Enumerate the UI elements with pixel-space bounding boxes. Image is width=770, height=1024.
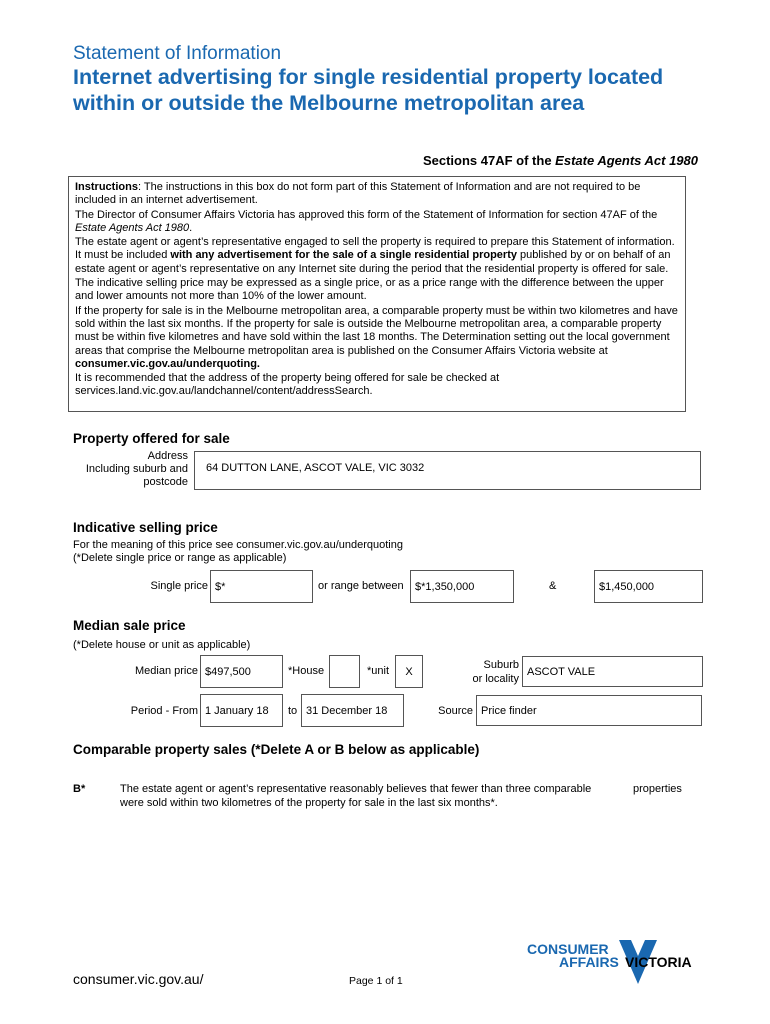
logo-line-1: CONSUMER <box>527 941 609 957</box>
footer-url[interactable]: consumer.vic.gov.au/ <box>73 971 204 987</box>
address-label-1: Address <box>147 450 188 462</box>
option-b-text-1: The estate agent or agent’s representative reasonably believes that fewer than three comparable <box>120 783 592 795</box>
median-price-label: Median price <box>135 665 198 677</box>
sections-reference <box>423 153 698 168</box>
sections-prefix: Sections 47AF of the <box>422 153 556 168</box>
source-label: Source <box>438 705 473 717</box>
instructions-p2c: . <box>189 221 193 234</box>
source-field[interactable]: Price finder <box>476 695 702 726</box>
instructions-box <box>68 176 686 412</box>
address-label <box>68 450 188 489</box>
sections-act: Estate Agents Act 1980 <box>555 153 698 168</box>
address-label-2: Including suburb and <box>85 463 188 475</box>
unit-field[interactable]: X <box>395 655 423 688</box>
form-subtitle: Statement of Information <box>73 43 282 64</box>
suburb-label <box>440 658 519 686</box>
instructions-p3b: with any advertisement for the sale of a single residential property <box>170 249 517 262</box>
unit-label: *unit <box>367 665 390 677</box>
suburb-label-1: Suburb <box>483 659 519 671</box>
page-title: Internet advertising for single residential property located within or outside the Melbourne metropolitan area <box>73 65 664 115</box>
suburb-field[interactable]: ASCOT VALE <box>522 656 703 687</box>
comparable-heading: Comparable property sales (*Delete A or B below as applicable) <box>73 742 480 757</box>
period-label: Period - From <box>130 705 198 717</box>
house-label: *House <box>288 665 325 677</box>
house-field[interactable] <box>329 655 360 688</box>
instructions-p3c: published by or on behalf of an estate agent or agent’s representative on any Internet site during the period that the residential property is offered for sale. <box>75 249 671 275</box>
instructions-p6: It is recommended that the address of the property being offered for sale be checked at services.land.vic.gov.au/landchannel/content/addressSearch. <box>75 372 500 398</box>
underquoting-link[interactable]: consumer.vic.gov.au/underquoting. <box>75 357 260 370</box>
cav-logo <box>527 938 707 988</box>
instructions-label: Instructions <box>75 181 138 193</box>
indicative-note-1: For the meaning of this price see consumer.vic.gov.au/underquoting <box>73 539 403 551</box>
instructions-p2b: Estate Agents Act 1980 <box>75 221 190 234</box>
indicative-note-2: (*Delete single price or range as applicable) <box>73 552 287 564</box>
logo-line-3: VICTORIA <box>625 954 692 970</box>
range-low-field[interactable]: $*1,350,000 <box>410 570 514 603</box>
instructions-p5a: If the property for sale is in the Melbourne metropolitan area, a comparable property must be within two kilometres and have sold within the last six months. If the property for sale is outside the Melbourne metropolitan area, a comparable property must be within five kilometres and have sold within the last 18 months. The Determination setting out the local government areas that comprise the Melbourne metropolitan area is published on the Consumer Affairs Victoria website at <box>75 304 678 357</box>
range-amp: & <box>549 580 557 592</box>
address-field[interactable]: 64 DUTTON LANE, ASCOT VALE, VIC 3032 <box>194 451 701 490</box>
suburb-label-2: or locality <box>472 673 519 685</box>
option-b-text-2: were sold within two kilometres of the property for sale in the last six months*. <box>120 797 498 809</box>
instructions-p4: The indicative selling price may be expressed as a single price, or as a price range with the difference between the upper and lower amounts not more than 10% of the lower amount. <box>75 277 664 303</box>
address-label-3: postcode <box>143 476 188 488</box>
median-note: (*Delete house or unit as applicable) <box>73 639 251 651</box>
page-number: Page 1 of 1 <box>349 975 403 987</box>
period-from-field[interactable]: 1 January 18 <box>200 694 283 727</box>
logo-line-2: AFFAIRS <box>559 954 619 970</box>
property-heading: Property offered for sale <box>73 431 230 446</box>
period-to-field[interactable]: 31 December 18 <box>301 694 404 727</box>
indicative-heading: Indicative selling price <box>73 520 218 535</box>
median-price-field[interactable]: $497,500 <box>200 655 283 688</box>
range-label: or range between <box>318 580 404 592</box>
median-heading: Median sale price <box>73 618 186 633</box>
period-to-label: to <box>288 705 298 717</box>
range-high-field[interactable]: $1,450,000 <box>594 570 703 603</box>
single-price-field[interactable]: $* <box>210 570 313 603</box>
instructions-p2a: The Director of Consumer Affairs Victoria has approved this form of the Statement of Information for section 47AF of the <box>75 208 658 221</box>
instructions-p1: : The instructions in this box do not form part of this Statement of Information and are not required to be included in an internet advertisement. <box>75 181 641 207</box>
option-b-text-1b: properties <box>633 783 682 795</box>
cav-logo-graphic <box>527 938 707 988</box>
instructions-p3a: The estate agent or agent’s representative engaged to sell the property is required to prepare this Statement of information. It must be included <box>75 236 675 262</box>
single-price-label: Single price <box>150 580 208 592</box>
option-b-label: B* <box>73 783 86 795</box>
